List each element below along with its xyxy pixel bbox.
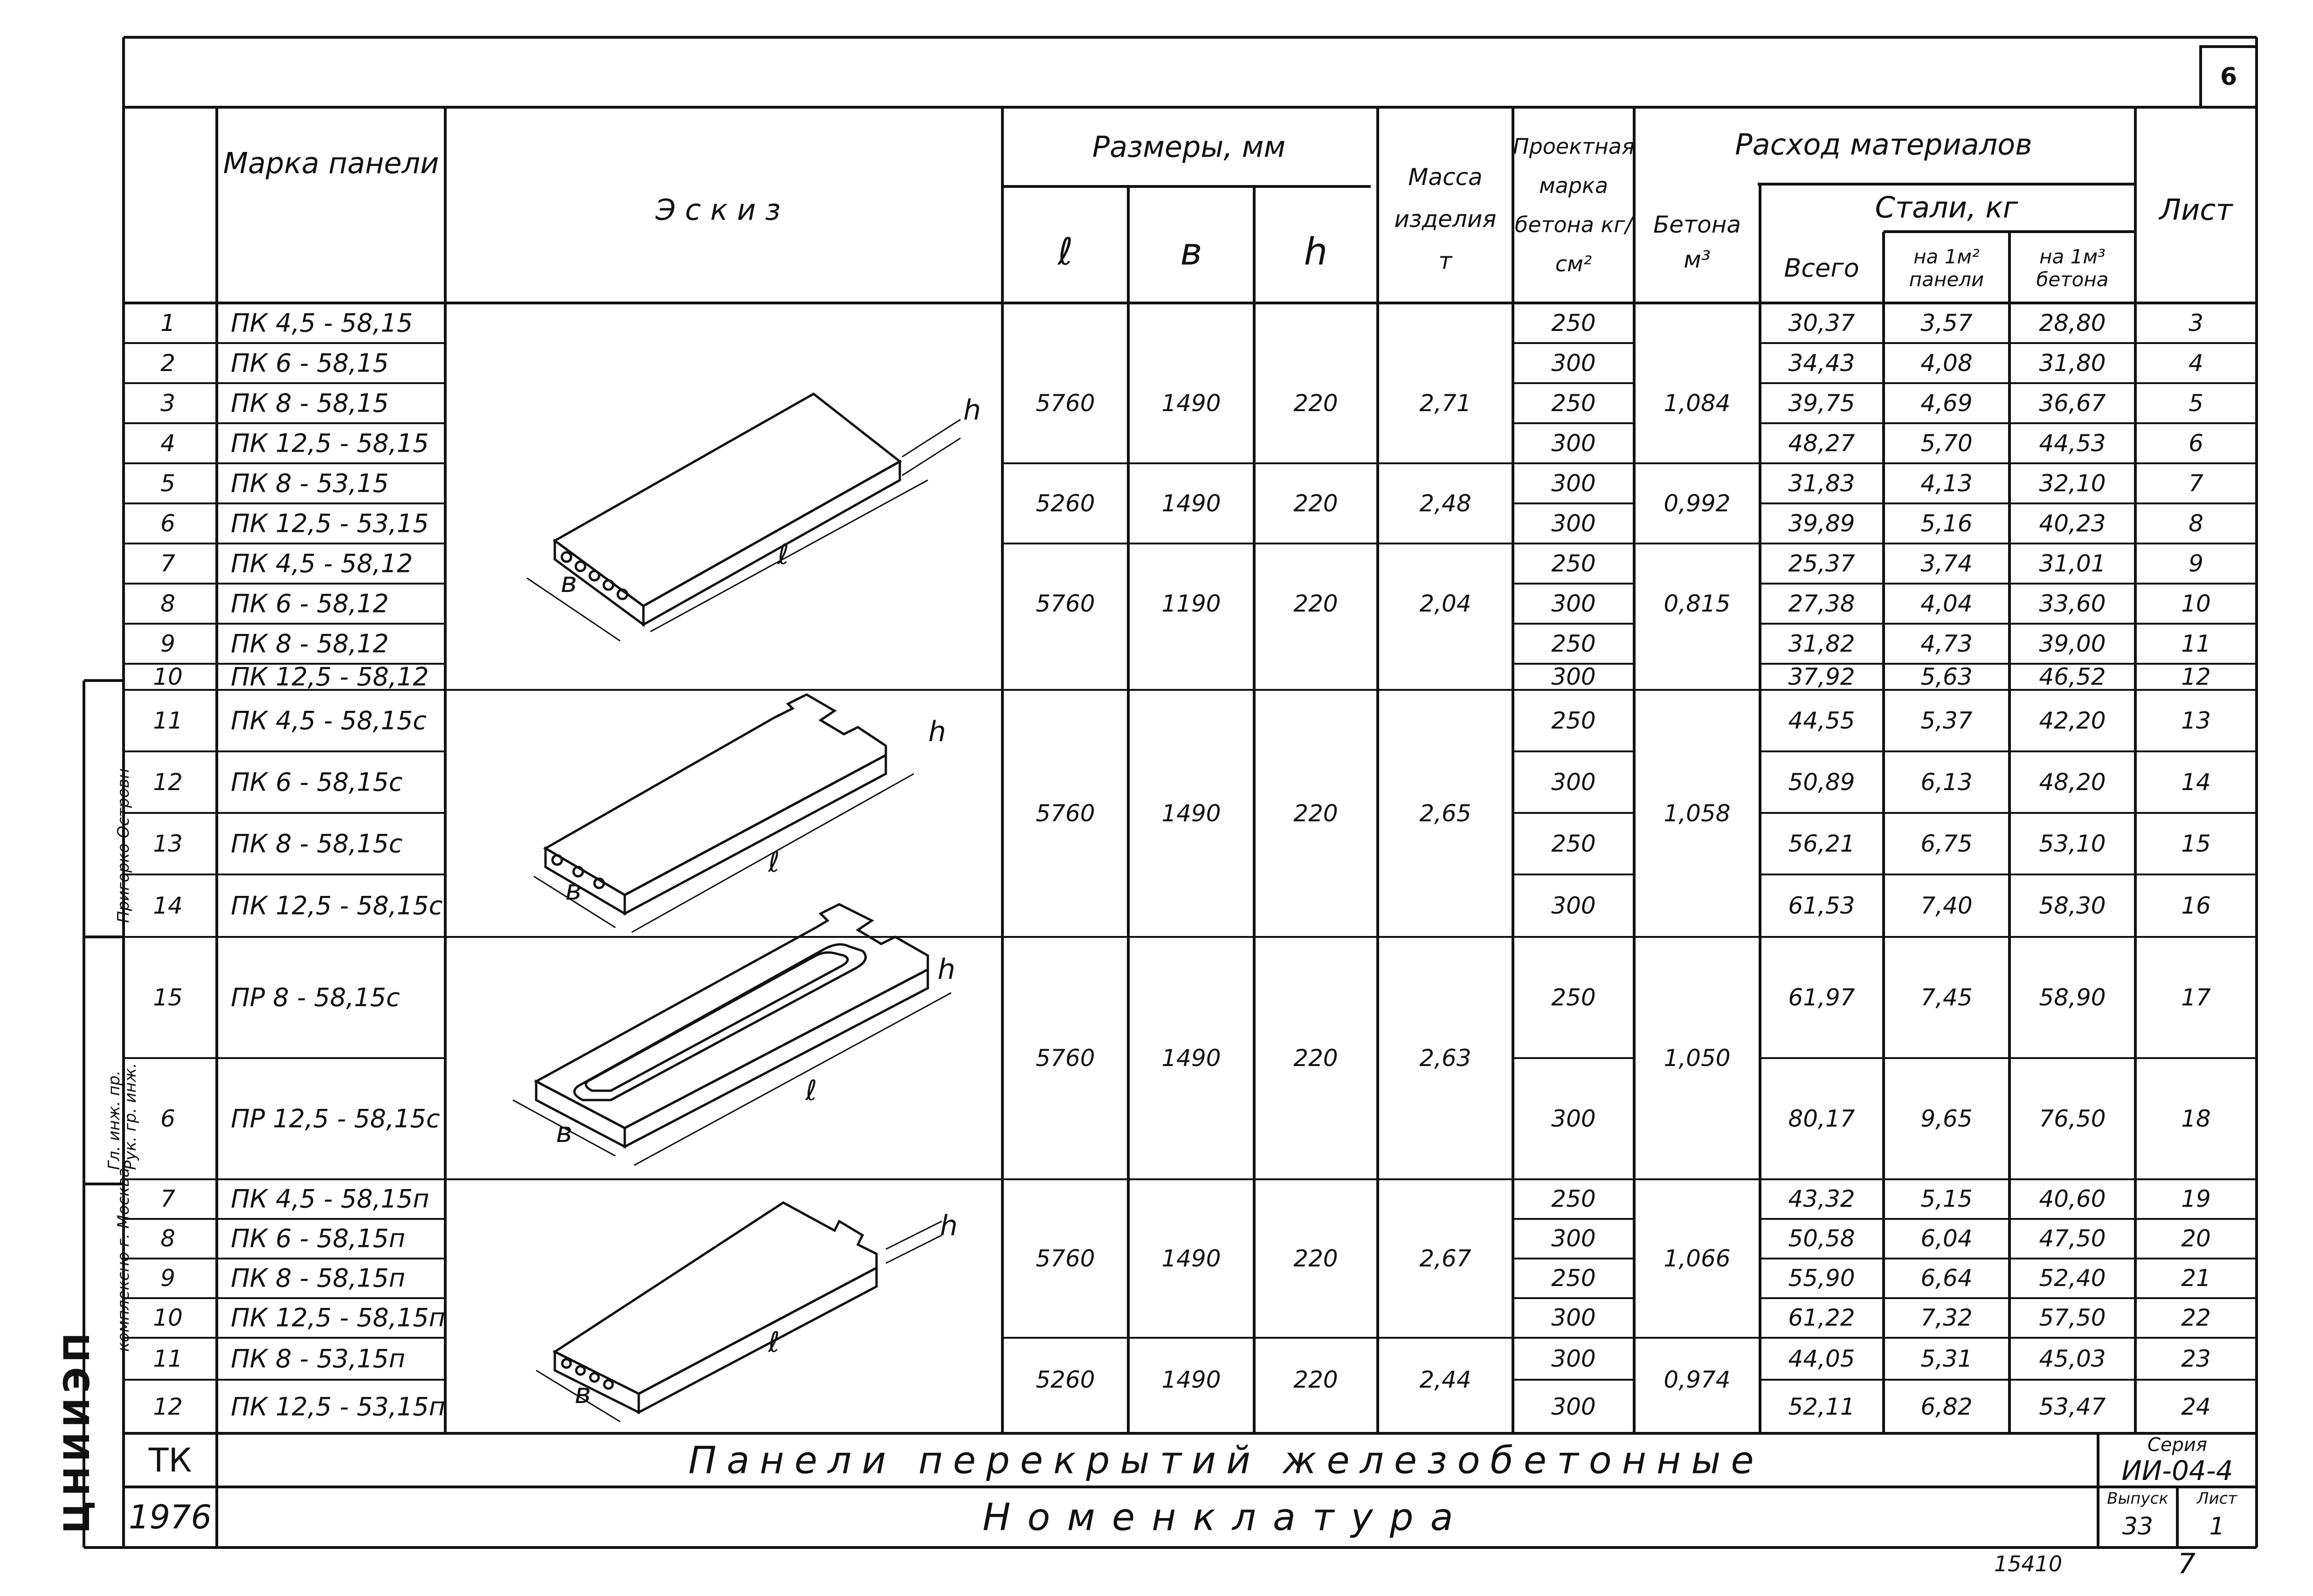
- steel-total: 39,75: [1788, 390, 1855, 417]
- steel-total: 44,55: [1788, 707, 1855, 734]
- sheet-ref: 13: [2181, 707, 2211, 734]
- panel-mark: ПК 6 - 58,15с: [231, 767, 403, 797]
- steel-per-m3: 28,80: [2039, 310, 2106, 337]
- steel-per-m2: 5,70: [1920, 430, 1973, 457]
- steel-per-m2: 7,32: [1920, 1304, 1973, 1331]
- panel-mark: ПР 8 - 58,15с: [231, 983, 400, 1012]
- sheet-ref: 23: [2181, 1345, 2211, 1372]
- panel-mark: ПК 8 - 58,12: [231, 629, 389, 659]
- steel-total: 61,97: [1788, 984, 1855, 1011]
- sketch-label-l-4: ℓ: [768, 1326, 780, 1359]
- steel-per-m3: 58,90: [2039, 984, 2106, 1011]
- steel-per-m3: 58,30: [2039, 892, 2106, 919]
- footer-sheet-label: Лист: [2196, 1489, 2237, 1508]
- steel-per-m3: 39,00: [2039, 630, 2106, 657]
- steel-total: 52,11: [1788, 1393, 1855, 1420]
- panel-mark: ПК 8 - 58,15п: [231, 1263, 406, 1293]
- sheet-ref: 16: [2181, 892, 2211, 919]
- footer-sheet: 1: [2209, 1513, 2225, 1541]
- steel-total: 43,32: [1788, 1185, 1855, 1212]
- steel-per-m2: 6,64: [1920, 1265, 1973, 1292]
- concrete-m3: 0,815: [1664, 590, 1731, 617]
- concrete-grade: 300: [1551, 350, 1596, 377]
- footer-subtitle: Номенклатура: [982, 1495, 1470, 1539]
- header-sheet: Лист: [2159, 193, 2233, 227]
- steel-per-m2: 5,31: [1920, 1345, 1973, 1372]
- height-mm: 220: [1293, 590, 1338, 617]
- sketch-label-b-3: в: [556, 1116, 573, 1149]
- sketch-label-l: ℓ: [777, 538, 789, 571]
- row-number: 6: [160, 1105, 175, 1132]
- panel-mark: ПК 12,5 - 58,15с: [231, 891, 443, 921]
- sheet-ref: 15: [2181, 830, 2211, 857]
- header-mark: Марка панели: [223, 146, 439, 180]
- page-footer-number: 7: [2177, 1548, 2196, 1580]
- row-number: 15: [153, 984, 183, 1011]
- concrete-grade: 300: [1551, 590, 1596, 617]
- steel-per-m3: 31,80: [2039, 350, 2106, 377]
- steel-per-m2: 4,04: [1920, 590, 1973, 617]
- panel-mark: ПК 12,5 - 53,15п: [231, 1392, 446, 1422]
- sketch-stepped-panel: [536, 1203, 942, 1422]
- steel-per-m3: 53,47: [2039, 1393, 2106, 1420]
- height-mm: 220: [1293, 490, 1338, 517]
- steel-per-m3: 32,10: [2039, 470, 2106, 497]
- panel-mark: ПК 12,5 - 58,15п: [231, 1303, 446, 1333]
- steel-per-m2: 5,63: [1920, 663, 1973, 690]
- steel-per-m2: 5,15: [1920, 1185, 1973, 1212]
- panel-mark: ПР 12,5 - 58,15с: [231, 1104, 440, 1134]
- mass-t: 2,65: [1419, 800, 1471, 827]
- concrete-grade: 300: [1551, 1393, 1596, 1420]
- side-stamp-org-sub: комплексно г. Москва: [114, 1168, 133, 1352]
- sketch-label-b-2: в: [565, 874, 582, 907]
- panel-mark: ПК 6 - 58,12: [231, 589, 389, 619]
- concrete-grade: 300: [1551, 1105, 1596, 1132]
- width-mm: 1490: [1161, 800, 1221, 827]
- header-sketch: Эскиз: [655, 193, 790, 227]
- header-mass: Масса изделия т: [1394, 164, 1497, 275]
- header-l: ℓ: [1057, 230, 1073, 274]
- concrete-grade: 300: [1551, 663, 1596, 690]
- sheet-ref: 11: [2181, 630, 2211, 657]
- steel-per-m3: 36,67: [2039, 390, 2106, 417]
- concrete-grade: 250: [1551, 550, 1596, 577]
- concrete-grade: 250: [1551, 310, 1596, 337]
- concrete-grade: 300: [1551, 1225, 1596, 1252]
- row-number: 3: [160, 390, 175, 417]
- steel-total: 61,53: [1788, 892, 1855, 919]
- steel-per-m3: 53,10: [2039, 830, 2106, 857]
- row-number: 7: [160, 550, 175, 577]
- steel-per-m2: 5,16: [1920, 510, 1973, 537]
- sheet-ref: 17: [2181, 984, 2211, 1011]
- steel-per-m3: 46,52: [2039, 663, 2106, 690]
- row-number: 4: [160, 430, 175, 457]
- concrete-grade: 250: [1551, 707, 1596, 734]
- steel-total: 50,89: [1788, 769, 1855, 796]
- steel-total: 80,17: [1788, 1105, 1855, 1132]
- footer-issue-label: Выпуск: [2107, 1489, 2168, 1508]
- sheet-ref: 8: [2189, 510, 2203, 537]
- width-mm: 1490: [1161, 1045, 1221, 1072]
- panel-mark: ПК 12,5 - 58,15: [231, 428, 429, 458]
- steel-total: 44,05: [1788, 1345, 1855, 1372]
- header-consumption: Расход материалов: [1735, 127, 2032, 162]
- sketch-label-h: h: [963, 394, 981, 427]
- sheet-ref: 14: [2181, 769, 2211, 796]
- steel-per-m2: 6,75: [1920, 830, 1973, 857]
- steel-per-m2: 7,40: [1920, 892, 1973, 919]
- width-mm: 1490: [1161, 1366, 1221, 1393]
- sheet-ref: 5: [2189, 390, 2203, 417]
- steel-per-m3: 57,50: [2039, 1304, 2106, 1331]
- steel-total: 31,83: [1788, 470, 1855, 497]
- panel-mark: ПК 8 - 58,15: [231, 388, 389, 418]
- footer-year: 1976: [128, 1498, 212, 1536]
- steel-per-m2: 4,73: [1920, 630, 1973, 657]
- sketch-label-b-4: в: [574, 1377, 591, 1410]
- panel-mark: ПК 4,5 - 58,15: [231, 308, 413, 338]
- row-number: 6: [160, 510, 175, 537]
- side-stamp-role2: Рук. гр. инж.: [121, 1063, 140, 1170]
- steel-total: 50,58: [1788, 1225, 1855, 1252]
- sheet-ref: 19: [2181, 1185, 2211, 1212]
- mass-t: 2,48: [1419, 490, 1471, 517]
- row-number: 10: [153, 663, 183, 690]
- row-number: 14: [153, 892, 183, 919]
- width-mm: 1190: [1161, 590, 1221, 617]
- row-number: 1: [160, 310, 175, 337]
- row-number: 11: [153, 707, 183, 734]
- mass-t: 2,67: [1419, 1245, 1471, 1272]
- side-stamp-org: ЦНИИЭП: [56, 1328, 97, 1534]
- sheet-ref: 10: [2181, 590, 2211, 617]
- panel-mark: ПК 4,5 - 58,15с: [231, 706, 427, 736]
- mass-t: 2,44: [1419, 1366, 1471, 1393]
- steel-per-m2: 6,13: [1920, 769, 1973, 796]
- header-dimensions: Размеры, мм: [1092, 130, 1286, 164]
- height-mm: 220: [1293, 800, 1338, 827]
- row-number: 7: [160, 1185, 175, 1212]
- mass-t: 2,04: [1419, 590, 1471, 617]
- header-concrete: Бетона м³: [1653, 211, 1741, 273]
- sheet-ref: 6: [2189, 430, 2203, 457]
- steel-total: 48,27: [1788, 430, 1855, 457]
- sketch-hollow-panel: [527, 394, 960, 641]
- length-mm: 5760: [1036, 800, 1095, 827]
- width-mm: 1490: [1161, 390, 1221, 417]
- steel-per-m2: 5,37: [1920, 707, 1973, 734]
- sheet-ref: 21: [2181, 1265, 2211, 1292]
- panel-mark: ПК 4,5 - 58,15п: [231, 1184, 429, 1214]
- concrete-grade: 250: [1551, 390, 1596, 417]
- row-number: 10: [153, 1304, 183, 1331]
- sketch-ribbed-panel: [513, 904, 951, 1165]
- sheet-ref: 4: [2189, 350, 2203, 377]
- steel-total: 39,89: [1788, 510, 1855, 537]
- panel-mark: ПК 6 - 58,15п: [231, 1224, 406, 1253]
- steel-per-m2: 4,13: [1920, 470, 1973, 497]
- steel-total: 31,82: [1788, 630, 1855, 657]
- steel-per-m3: 48,20: [2039, 769, 2106, 796]
- steel-per-m3: 52,40: [2039, 1265, 2106, 1292]
- concrete-grade: 300: [1551, 510, 1596, 537]
- length-mm: 5260: [1036, 1366, 1095, 1393]
- width-mm: 1490: [1161, 490, 1221, 517]
- concrete-grade: 250: [1551, 1185, 1596, 1212]
- height-mm: 220: [1293, 1045, 1338, 1072]
- length-mm: 5760: [1036, 1045, 1095, 1072]
- concrete-m3: 1,050: [1664, 1045, 1731, 1072]
- steel-per-m3: 44,53: [2039, 430, 2106, 457]
- row-number: 2: [160, 350, 175, 377]
- sheet-ref: 3: [2189, 310, 2203, 337]
- concrete-grade: 300: [1551, 892, 1596, 919]
- steel-per-m2: 3,57: [1920, 310, 1973, 337]
- panel-mark: ПК 8 - 53,15п: [231, 1344, 406, 1374]
- concrete-grade: 300: [1551, 470, 1596, 497]
- concrete-grade: 250: [1551, 630, 1596, 657]
- row-number: 11: [153, 1345, 183, 1372]
- panel-mark: ПК 12,5 - 58,12: [231, 662, 429, 692]
- sheet-ref: 24: [2181, 1393, 2211, 1420]
- steel-total: 61,22: [1788, 1304, 1855, 1331]
- page-number: 6: [2220, 63, 2237, 91]
- sheet-ref: 22: [2181, 1304, 2211, 1331]
- header-steel: Стали, кг: [1875, 190, 2018, 225]
- footer-tk: ТК: [148, 1441, 192, 1479]
- steel-per-m3: 40,23: [2039, 510, 2106, 537]
- row-number: 9: [160, 1265, 175, 1292]
- steel-per-m2: 4,69: [1920, 390, 1973, 417]
- steel-per-m3: 40,60: [2039, 1185, 2106, 1212]
- mass-t: 2,63: [1419, 1045, 1471, 1072]
- row-number: 8: [160, 1225, 175, 1252]
- concrete-m3: 1,058: [1664, 800, 1731, 827]
- length-mm: 5260: [1036, 490, 1095, 517]
- height-mm: 220: [1293, 390, 1338, 417]
- steel-per-m3: 31,01: [2039, 550, 2106, 577]
- steel-per-m2: 9,65: [1920, 1105, 1973, 1132]
- sketch-label-l-2: ℓ: [768, 846, 780, 879]
- panel-mark: ПК 12,5 - 53,15: [231, 509, 429, 538]
- sheet-ref: 20: [2181, 1225, 2211, 1252]
- panel-mark: ПК 6 - 58,15: [231, 348, 389, 378]
- row-number: 13: [153, 830, 183, 857]
- header-h: h: [1304, 230, 1328, 274]
- concrete-grade: 300: [1551, 430, 1596, 457]
- sketch-label-h-3: h: [937, 953, 956, 986]
- steel-total: 30,37: [1788, 310, 1855, 337]
- sheet-ref: 12: [2181, 663, 2211, 690]
- row-number: 12: [153, 1393, 183, 1420]
- width-mm: 1490: [1161, 1245, 1221, 1272]
- footer-issue: 33: [2122, 1513, 2154, 1541]
- steel-per-m3: 47,50: [2039, 1225, 2106, 1252]
- concrete-grade: 300: [1551, 1345, 1596, 1372]
- sketch-label-h-2: h: [928, 715, 946, 748]
- concrete-grade: 300: [1551, 769, 1596, 796]
- steel-total: 27,38: [1788, 590, 1855, 617]
- steel-total: 37,92: [1788, 663, 1855, 690]
- concrete-grade: 250: [1551, 830, 1596, 857]
- header-steel-m3: на 1м³ бетона: [2036, 245, 2109, 291]
- steel-per-m2: 4,08: [1920, 350, 1973, 377]
- steel-per-m3: 45,03: [2039, 1345, 2106, 1372]
- concrete-m3: 0,974: [1664, 1366, 1731, 1393]
- steel-per-m3: 33,60: [2039, 590, 2106, 617]
- sketch-label-h-4: h: [939, 1210, 958, 1242]
- panel-mark: ПК 4,5 - 58,12: [231, 549, 413, 578]
- height-mm: 220: [1293, 1366, 1338, 1393]
- steel-per-m3: 76,50: [2039, 1105, 2106, 1132]
- length-mm: 5760: [1036, 390, 1095, 417]
- steel-per-m2: 6,04: [1920, 1225, 1973, 1252]
- header-steel-total: Всего: [1784, 253, 1859, 283]
- concrete-grade: 300: [1551, 1304, 1596, 1331]
- steel-total: 25,37: [1788, 550, 1855, 577]
- concrete-m3: 1,084: [1664, 390, 1731, 417]
- steel-per-m2: 6,82: [1920, 1393, 1973, 1420]
- row-number: 12: [153, 769, 183, 796]
- header-grade: Проектная марка бетона кг/см²: [1513, 134, 1635, 276]
- header-steel-m2: на 1м² панели: [1909, 245, 1984, 291]
- height-mm: 220: [1293, 1245, 1338, 1272]
- inventory-number: 15410: [1994, 1551, 2063, 1576]
- header-b: в: [1180, 230, 1202, 274]
- steel-per-m2: 7,45: [1920, 984, 1973, 1011]
- steel-total: 56,21: [1788, 830, 1855, 857]
- sketch-label-b: в: [560, 566, 577, 599]
- footer-series: ИИ-04-4: [2121, 1455, 2233, 1486]
- row-number: 8: [160, 590, 175, 617]
- sketch-notched-panel: [534, 695, 914, 932]
- concrete-grade: 250: [1551, 984, 1596, 1011]
- sheet-ref: 18: [2181, 1105, 2211, 1132]
- steel-per-m3: 42,20: [2039, 707, 2106, 734]
- footer-series-label: Серия: [2147, 1434, 2207, 1456]
- concrete-grade: 250: [1551, 1265, 1596, 1292]
- steel-total: 55,90: [1788, 1265, 1855, 1292]
- concrete-m3: 0,992: [1664, 490, 1731, 517]
- sheet-ref: 7: [2189, 470, 2203, 497]
- panel-mark: ПК 8 - 58,15с: [231, 829, 403, 859]
- length-mm: 5760: [1036, 590, 1095, 617]
- side-stamp-names: Пригорко Островн: [114, 768, 133, 923]
- concrete-m3: 1,066: [1664, 1245, 1731, 1272]
- row-number: 9: [160, 630, 175, 657]
- footer-title: Панели перекрытий железобетонные: [688, 1438, 1764, 1482]
- mass-t: 2,71: [1419, 390, 1471, 417]
- steel-per-m2: 3,74: [1920, 550, 1973, 577]
- steel-total: 34,43: [1788, 350, 1855, 377]
- length-mm: 5760: [1036, 1245, 1095, 1272]
- sheet-ref: 9: [2189, 550, 2203, 577]
- row-number: 5: [160, 470, 175, 497]
- side-stamp-role1: Гл. инж. пр.: [105, 1070, 124, 1170]
- sketch-label-l-3: ℓ: [805, 1074, 817, 1107]
- panel-mark: ПК 8 - 53,15: [231, 468, 389, 498]
